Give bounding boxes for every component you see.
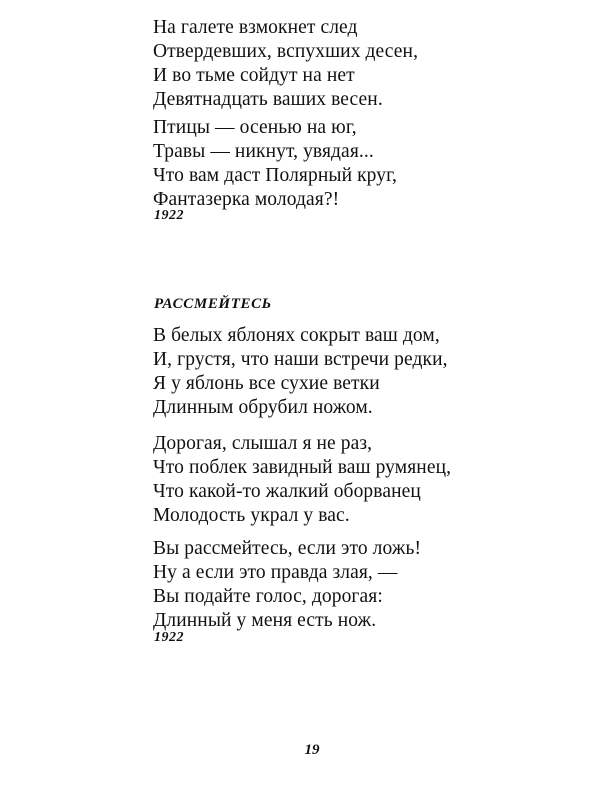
poem1-stanza-2	[153, 116, 397, 212]
poem-line: Что какой-то жалкий оборванец	[153, 481, 421, 502]
poem-line: Что вам даст Полярный круг,	[153, 165, 397, 186]
poem-line: Вы рассмейтесь, если это ложь!	[153, 538, 422, 559]
poem-line: Девятнадцать ваших весен.	[153, 89, 383, 110]
poem-line: Что поблек завидный ваш румянец,	[153, 457, 452, 478]
poem-line: И во тьме сойдут на нет	[153, 65, 355, 86]
poem-line: На галете взмокнет след	[153, 17, 358, 38]
poem-line: Длинный у меня есть нож.	[153, 610, 377, 631]
poem-line: И, грустя, что наши встречи редки,	[153, 349, 448, 370]
poem-line: Молодость украл у вас.	[153, 505, 350, 526]
poem1-year: 1922	[154, 208, 184, 223]
poem2-stanza-1	[153, 324, 448, 420]
poem-line: Отвердевших, вспухших десен,	[153, 41, 419, 62]
poem-line: Фантазерка молодая?!	[153, 189, 340, 210]
poem-line: Дорогая, слышал я не раз,	[153, 433, 373, 454]
page-number: 19	[304, 742, 320, 758]
poem2-title: РАССМЕЙТЕСЬ	[154, 296, 272, 312]
poem2-stanza-3	[153, 537, 421, 633]
poem-line: Ну а если это правда злая, —	[153, 562, 398, 583]
poem-line: Травы — никнут, увядая...	[153, 141, 374, 162]
poem-line: Вы подайте голос, дорогая:	[153, 586, 383, 607]
poem-line: В белых яблонях сокрыт ваш дом,	[153, 325, 440, 346]
poem2-year: 1922	[154, 630, 184, 645]
poem-line: Птицы — осенью на юг,	[153, 117, 357, 138]
poem2-stanza-2	[153, 432, 451, 528]
poem-line: Я у яблонь все сухие ветки	[153, 373, 380, 394]
poem-line: Длинным обрубил ножом.	[153, 397, 373, 418]
poem1-stanza-1	[153, 16, 418, 112]
